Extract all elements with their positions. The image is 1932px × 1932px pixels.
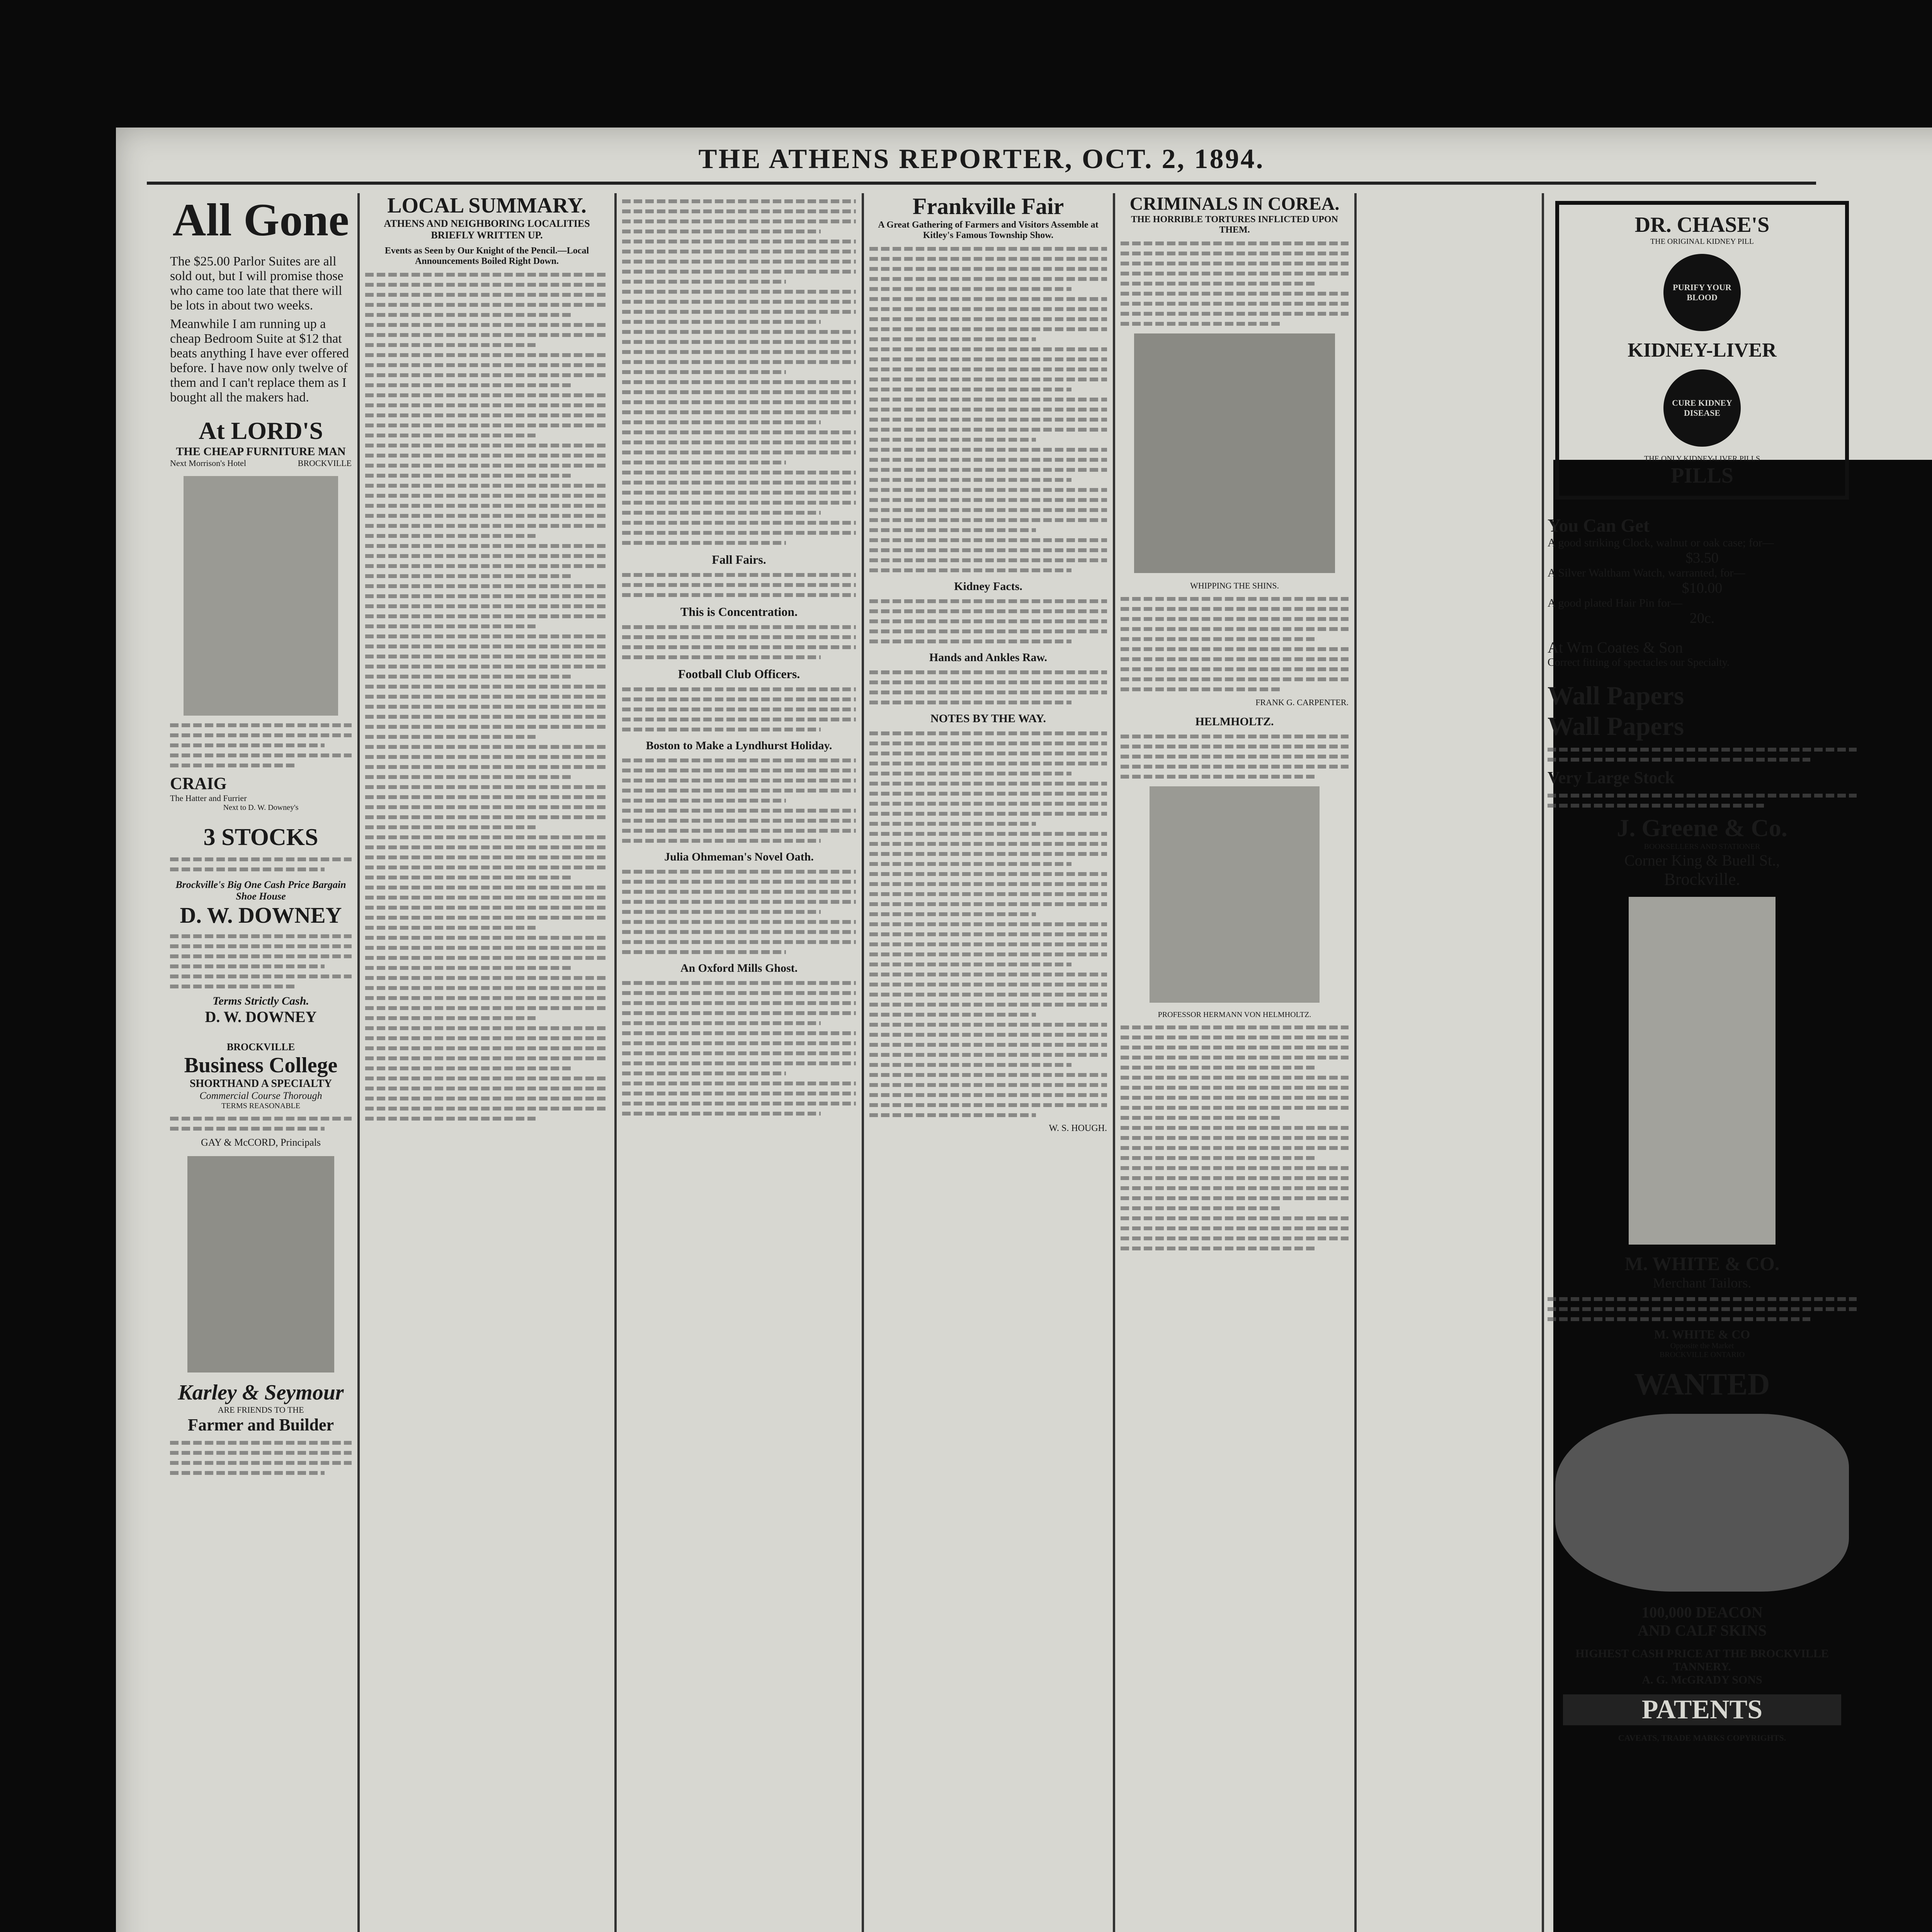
deacon-skins: 100,000 DEACON: [1641, 1604, 1763, 1621]
pin-price: 20c.: [1689, 610, 1715, 626]
greene-town: Brockville.: [1664, 870, 1740, 889]
cow-illustration: [1555, 1414, 1849, 1592]
white-name-2: M. WHITE & CO: [1654, 1327, 1750, 1341]
calf-skins: AND CALF SKINS: [1637, 1622, 1767, 1639]
clock-price: $3.50: [1685, 550, 1719, 566]
craig-sub: The Hatter and Furrier: [170, 793, 247, 803]
kidney-facts-heading: Kidney Facts.: [954, 580, 1022, 593]
hands-raw-heading: Hands and Ankles Raw.: [929, 651, 1048, 664]
man-in-coat-illustration: [1629, 897, 1776, 1245]
karley-name: Karley & Seymour: [178, 1381, 344, 1405]
notes-heading: NOTES BY THE WAY.: [930, 712, 1046, 725]
greene-booksellers: BOOKSELLERS AND STATIONER: [1644, 842, 1760, 851]
concentration-heading: This is Concentration.: [680, 605, 798, 619]
chase-brand: DR. CHASE'S: [1634, 213, 1770, 237]
lords-town: BROCKVILLE: [298, 458, 352, 468]
white-tailors: Merchant Tailors.: [1653, 1275, 1752, 1291]
white-town: BROCKVILLE ONTARIO: [1659, 1350, 1745, 1359]
can-get-heading: You Can Get: [1548, 515, 1650, 536]
college-sub2: Commercial Course Thorough: [199, 1090, 322, 1101]
chase-original: THE ORIGINAL KIDNEY PILL: [1650, 237, 1754, 246]
column-frankville-fair: [869, 193, 1107, 1932]
wall-papers-1: Wall Papers: [1548, 681, 1684, 710]
pin-offer: A good plated Hair Pin for—: [1548, 597, 1683, 609]
stocks-heading: 3 STOCKS: [203, 824, 318, 850]
whipping-illustration: [1134, 333, 1335, 573]
chase-kidney-liver: KIDNEY-LIVER: [1628, 339, 1777, 361]
terms-cash: Terms Strictly Cash.: [213, 995, 309, 1007]
greene-name: J. Greene & Co.: [1617, 814, 1787, 842]
white-name: M. WHITE & CO.: [1624, 1253, 1780, 1274]
mcgrady-name: A. G. McGRADY SONS: [1642, 1673, 1762, 1686]
downey-name-2: D. W. DOWNEY: [205, 1008, 317, 1026]
helmholtz-caption: PROFESSOR HERMANN VON HELMHOLTZ.: [1158, 1010, 1311, 1019]
college-principals: GAY & McCORD, Principals: [201, 1137, 321, 1148]
frankville-sub: A Great Gathering of Farmers and Visitors Assemble at Kitley's Famous Township Show.: [878, 220, 1099, 240]
novel-oath-heading: Julia Ohmeman's Novel Oath.: [664, 850, 814, 863]
column-rule: [357, 193, 360, 1932]
whipping-caption: WHIPPING THE SHINS.: [1190, 581, 1279, 590]
tannery-price: HIGHEST CASH PRICE AT THE BROCKVILLE TANNERY.: [1575, 1647, 1829, 1673]
local-summary-title: LOCAL SUMMARY.: [387, 194, 587, 218]
chase-pills-ad: [1555, 201, 1849, 500]
column-rule: [1113, 193, 1115, 1932]
local-summary-events: Events as Seen by Our Knight of the Pencil.—Local Announcements Boiled Right Down.: [384, 246, 589, 266]
column-rule: [614, 193, 617, 1932]
white-market: Opposite the Market: [1670, 1342, 1734, 1350]
wall-papers-2: Wall Papers: [1548, 711, 1684, 741]
patents-sub: CAVEATS, TRADE MARKS COPYRIGHTS.: [1618, 1733, 1786, 1743]
all-gone-lead: The $25.00 Parlor Suites are all sold out, but I will promise those who came too late that there will be lots in about two weeks.: [170, 254, 344, 313]
carpenter-signature: FRANK G. CARPENTER.: [1255, 697, 1349, 707]
notes-signature: W. S. HOUGH.: [1049, 1123, 1107, 1133]
downey-name: D. W. DOWNEY: [180, 903, 342, 928]
watch-offer: A Silver Waltham Watch, warranted, for—: [1548, 566, 1745, 579]
column-ads-right: [1548, 193, 1857, 1932]
column-rule: [1354, 193, 1357, 1932]
helmholtz-heading: HELMHOLTZ.: [1195, 715, 1274, 728]
college-terms: TERMS REASONABLE: [221, 1102, 300, 1110]
helmholtz-portrait: [1150, 786, 1320, 1003]
karley-sub: ARE FRIENDS TO THE: [218, 1405, 304, 1415]
lords-sub: THE CHEAP FURNITURE MAN: [176, 445, 346, 458]
fall-fairs-heading: Fall Fairs.: [712, 553, 766, 566]
column-corea: [1121, 193, 1349, 1932]
column-ads-left: [170, 193, 352, 1932]
chase-seal: PURIFY YOUR BLOOD: [1663, 254, 1741, 331]
column-local-summary: [365, 193, 609, 1932]
column-rule: [1542, 193, 1544, 1932]
football-heading: Football Club Officers.: [678, 667, 800, 681]
local-summary-sub: ATHENS AND NEIGHBORING LOCALITIES BRIEFLY WRITTEN UP.: [384, 218, 590, 241]
craig-location: Next to D. W. Downey's: [223, 803, 299, 812]
corea-sub: THE HORRIBLE TORTURES INFLICTED UPON THEM.: [1131, 214, 1338, 235]
coates-fitting: Correct fitting of spectacles our Specialty.: [1548, 656, 1730, 668]
frankville-title: Frankville Fair: [912, 194, 1064, 219]
wanted-heading: WANTED: [1634, 1367, 1770, 1401]
coates-name: At Wm Coates & Son: [1548, 639, 1683, 656]
lords-location: Next Morrison's Hotel: [170, 458, 247, 468]
column-news: [622, 193, 856, 1932]
masthead: [147, 135, 1816, 185]
chase-seal-2: CURE KIDNEY DISEASE: [1663, 369, 1741, 447]
clock-offer: A good striking Clock, walnut or oak case; for—: [1548, 536, 1774, 549]
college-name: Business College: [184, 1053, 338, 1077]
watch-price: $10.00: [1682, 580, 1723, 596]
college-town: BROCKVILLE: [226, 1041, 295, 1053]
masthead-title: THE ATHENS REPORTER, OCT. 2, 1894.: [698, 143, 1265, 174]
karley-sub2: Farmer and Builder: [187, 1415, 334, 1434]
all-gone-lead2: Meanwhile I am running up a cheap Bedroom Suite at $12 that beats anything I have ever offered before. I have now only twelve of them and I can't replace them as I bought all the makers had.: [170, 317, 349, 405]
craig-name: CRAIG: [170, 774, 227, 793]
farmers-illustration: [187, 1156, 334, 1372]
patents-banner: PATENTS: [1563, 1694, 1841, 1725]
corea-title: CRIMINALS IN COREA.: [1129, 194, 1340, 214]
lords-heading: At LORD'S: [199, 417, 323, 444]
column-rule: [862, 193, 864, 1932]
college-sub: SHORTHAND A SPECIALTY: [189, 1078, 332, 1090]
boston-heading: Boston to Make a Lyndhurst Holiday.: [646, 739, 832, 752]
greene-corner: Corner King & Buell St.,: [1624, 852, 1780, 869]
ghost-heading: An Oxford Mills Ghost.: [680, 962, 798, 975]
chase-only: THE ONLY KIDNEY-LIVER PILLS: [1644, 454, 1760, 463]
large-stock: Very Large Stock: [1548, 768, 1675, 787]
all-gone-title: All Gone: [172, 194, 349, 245]
downey-tagline: Brockville's Big One Cash Price Bargain Shoe House: [175, 879, 346, 902]
hats-illustration: [184, 476, 338, 716]
chase-pills: PILLS: [1671, 464, 1733, 488]
